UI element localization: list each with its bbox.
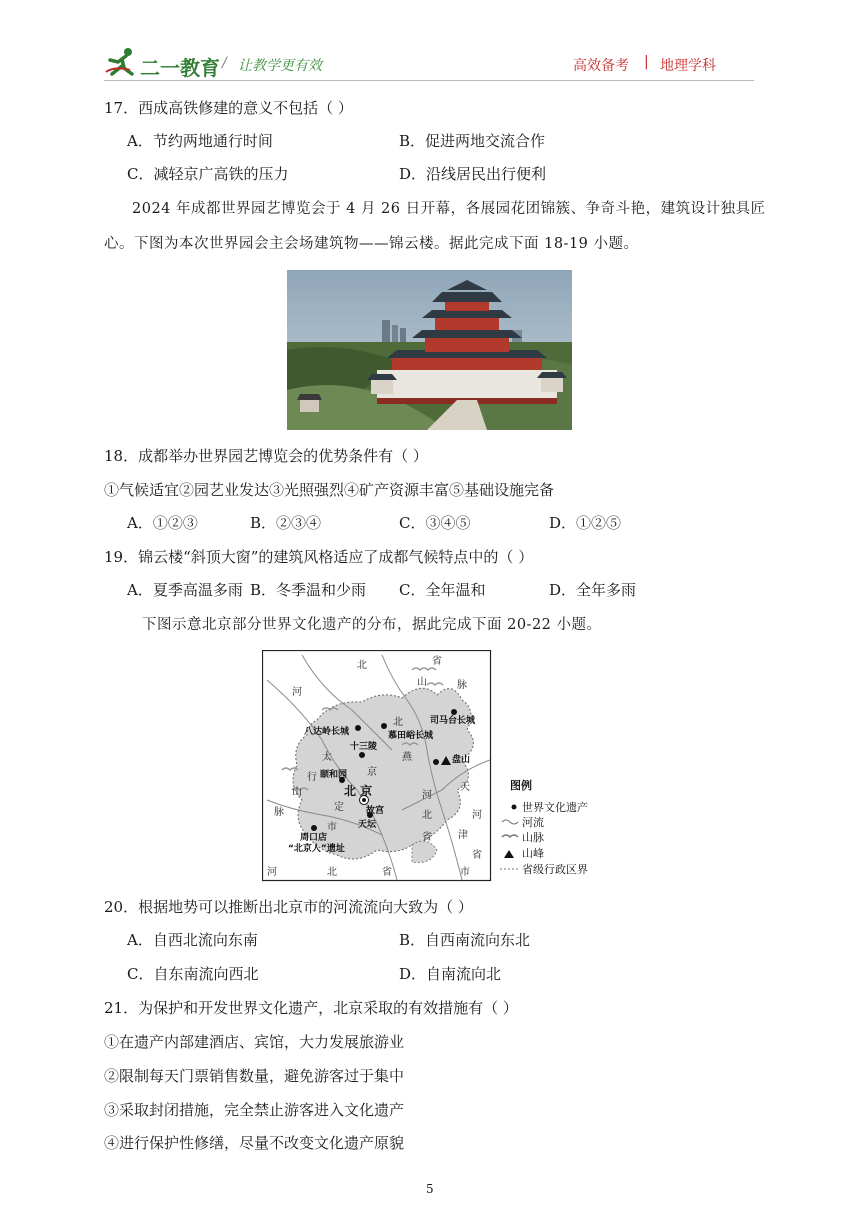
- map-label-shan2: 山: [292, 787, 302, 798]
- map-label-sheng3: 省: [382, 867, 392, 878]
- map-label-panshan: 盘山: [452, 755, 471, 765]
- map-label-zhoukoudian2: “北京人”遗址: [288, 844, 345, 854]
- header-rule: [104, 80, 754, 81]
- map-label-bei2: 北: [393, 717, 403, 728]
- map-label-he2: 河: [422, 790, 432, 801]
- map-label-tian: 天: [460, 782, 470, 793]
- map-label-hang: 行: [307, 772, 317, 783]
- map-label-he4: 河: [472, 810, 482, 821]
- q19-option-d: D．全年多雨: [549, 581, 637, 599]
- map-label-bei3: 北: [422, 810, 432, 821]
- header-tag-right: 地理学科: [660, 58, 716, 74]
- map-label-sheng2: 省: [422, 832, 432, 843]
- beijing-heritage-map: [262, 650, 602, 882]
- q20-option-c: C．自东南流向西北: [127, 965, 259, 983]
- q19-stem: 19．锦云楼“斜顶大窗”的建筑风格适应了成都气候特点中的（ ）: [104, 548, 534, 566]
- map-label-shi: 市: [460, 867, 470, 878]
- q20-option-a: A．自西北流向东南: [127, 931, 258, 949]
- q19-option-c: C．全年温和: [399, 581, 486, 599]
- slogan-separator: /: [222, 55, 227, 71]
- q20-stem: 20．根据地势可以推断出北京市的河流流向大致为（ ）: [104, 898, 473, 916]
- header-tag-left: 高效备考: [573, 58, 629, 74]
- legend-title: 图例: [510, 779, 532, 792]
- map-label-he1: 河: [292, 687, 302, 698]
- map-label-he3: 河: [267, 867, 277, 878]
- passage1-line2: 心。下图为本次世界园会主会场建筑物——锦云楼。据此完成下面 18-19 小题。: [104, 236, 639, 252]
- map-label-mutianyu: 慕田峪长城: [388, 731, 434, 741]
- jinyun-tower-photo: [287, 270, 572, 430]
- map-label-jin: 津: [458, 830, 468, 841]
- map-label-yan: 燕: [402, 752, 412, 763]
- q21-item-2: ②限制每天门票销售数量，避免游客过于集中: [104, 1067, 405, 1085]
- map-label-bei1: 北: [357, 660, 367, 671]
- q20-option-d: D．自南流向北: [399, 965, 502, 983]
- map-label-shi2: 市: [327, 822, 337, 833]
- map-label-bei4: 北: [327, 867, 337, 878]
- q17-option-b: B．促进两地交流合作: [399, 132, 546, 150]
- page-number: 5: [426, 1182, 434, 1196]
- map-label-mai: 脉: [457, 680, 467, 691]
- map-label-beijing: 北 京: [344, 784, 373, 798]
- legend-heritage: 世界文化遗产: [522, 801, 588, 814]
- q17-option-d: D．沿线居民出行便利: [399, 165, 547, 183]
- map-label-tai: 太: [322, 752, 332, 763]
- q20-option-b: B．自西南流向东北: [399, 931, 531, 949]
- legend-peak: 山峰: [522, 847, 544, 860]
- q18-option-d: D．①②⑤: [549, 514, 622, 532]
- legend-river: 河流: [522, 816, 544, 829]
- map-label-badaling: 八达岭长城: [304, 727, 350, 737]
- q17-option-a: A．节约两地通行时间: [127, 132, 273, 150]
- map-label-mai2: 脉: [274, 807, 284, 818]
- q18-option-b: B．②③④: [250, 514, 322, 532]
- brand-text: 二一教育: [140, 56, 220, 80]
- q17-option-c: C．减轻京广高铁的压力: [127, 165, 289, 183]
- header-tag-divider: |: [644, 54, 649, 70]
- map-label-zhoukoudian1: 周口店: [300, 833, 328, 843]
- q19-option-a: A．夏季高温多雨: [127, 581, 243, 599]
- map-label-gugong: 故宫: [366, 806, 385, 816]
- passage2-line1: 下图示意北京部分世界文化遗产的分布，据此完成下面 20-22 小题。: [142, 617, 602, 633]
- map-label-sheng4: 省: [472, 850, 482, 861]
- legend-mountain: 山脉: [522, 831, 544, 844]
- map-label-shisanling: 十三陵: [350, 742, 378, 752]
- q18-option-a: A．①②③: [127, 514, 198, 532]
- map-label-yiheyuan: 颐和园: [320, 770, 348, 780]
- map-label-sheng1: 省: [432, 656, 442, 667]
- legend-boundary: 省级行政区界: [522, 863, 588, 876]
- q18-option-c: C．③④⑤: [399, 514, 471, 532]
- q19-option-b: B．冬季温和少雨: [250, 581, 367, 599]
- q21-item-1: ①在遗产内部建酒店、宾馆，大力发展旅游业: [104, 1033, 405, 1051]
- map-label-tiantan: 天坛: [358, 820, 377, 830]
- logo-runner-icon: [104, 46, 140, 78]
- header: [0, 0, 860, 90]
- q21-stem: 21．为保护和开发世界文化遗产，北京采取的有效措施有（ ）: [104, 999, 518, 1017]
- slogan: 让教学更有效: [238, 58, 322, 74]
- q18-items: ①气候适宜②园艺业发达③光照强烈④矿产资源丰富⑤基础设施完备: [104, 481, 555, 499]
- q18-stem: 18．成都举办世界园艺博览会的优势条件有（ ）: [104, 447, 428, 465]
- map-label-jing: 京: [367, 767, 377, 778]
- q21-item-4: ④进行保护性修缮，尽量不改变文化遗产原貌: [104, 1134, 405, 1152]
- q21-item-3: ③采取封闭措施，完全禁止游客进入文化遗产: [104, 1101, 405, 1119]
- map-label-ding: 定: [334, 802, 344, 813]
- q17-stem: 17．西成高铁修建的意义不包括（ ）: [104, 99, 353, 117]
- map-label-simatai: 司马台长城: [430, 716, 476, 726]
- map-label-shan: 山: [417, 677, 427, 688]
- passage1-line1: 2024 年成都世界园艺博览会于 4 月 26 日开幕，各展园花团锦簇、争奇斗艳，建筑设计独具匠: [132, 201, 766, 217]
